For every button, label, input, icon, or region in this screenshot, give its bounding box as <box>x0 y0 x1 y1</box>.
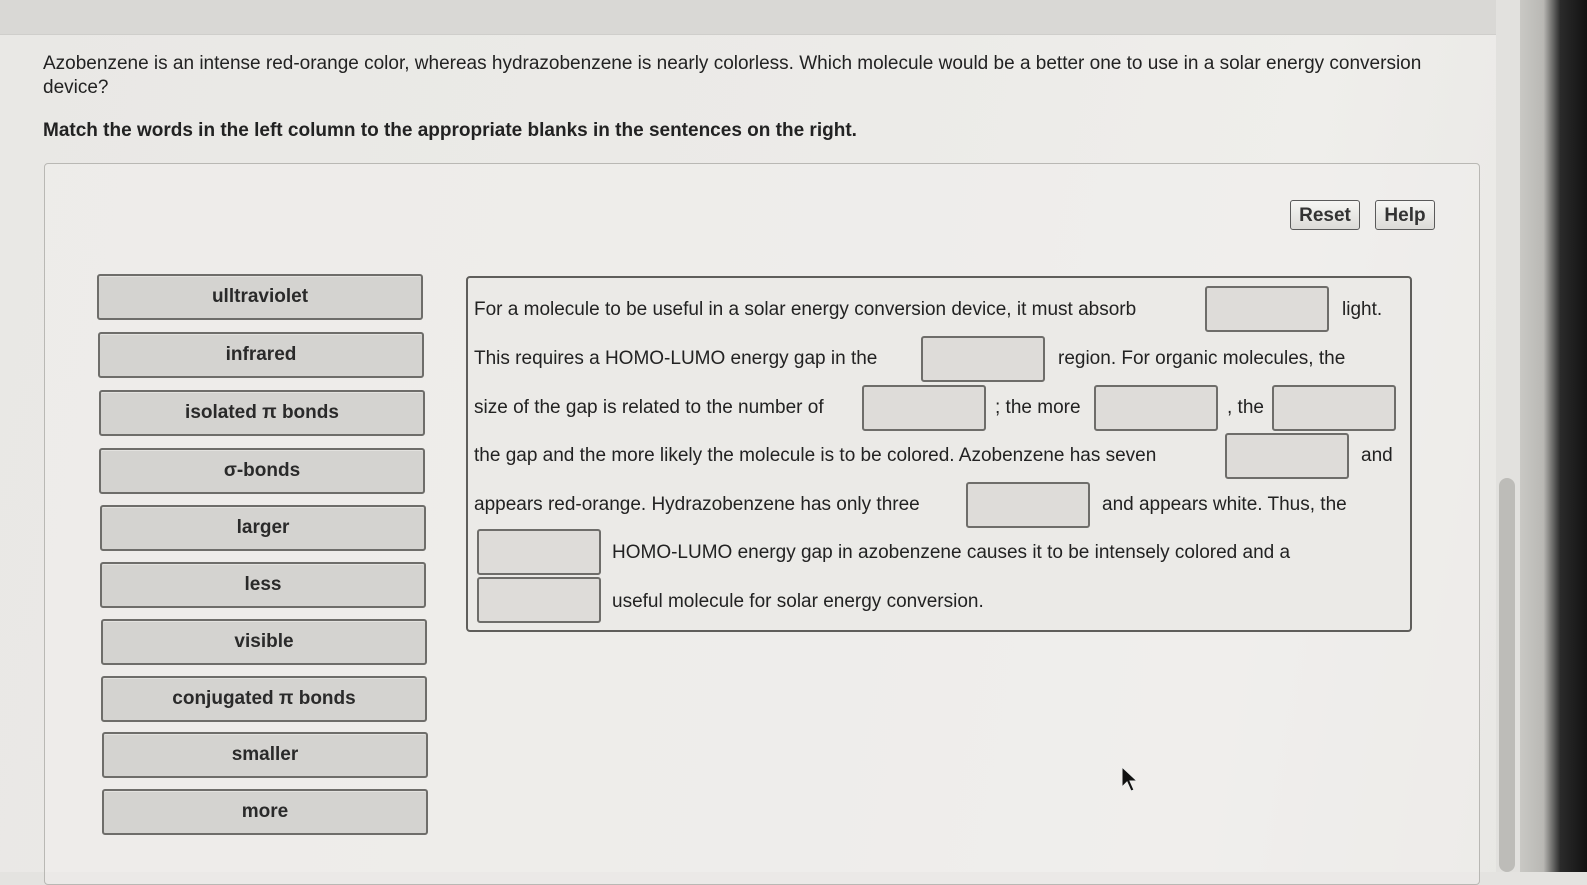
sentence-text: size of the gap is related to the number of <box>474 397 824 418</box>
sentence-text: This requires a HOMO-LUMO energy gap in the <box>474 348 878 369</box>
word-tile-label: smaller <box>231 744 299 765</box>
word-tile-isolated-pi-bonds[interactable] <box>99 390 425 436</box>
blank-6[interactable] <box>1225 433 1349 479</box>
blank-7[interactable] <box>966 482 1090 528</box>
sentence-text: For a molecule to be useful in a solar energy conversion device, it must absorb <box>474 299 1137 320</box>
word-tile-ultraviolet[interactable] <box>97 274 423 320</box>
scrollbar-thumb[interactable] <box>1499 478 1515 872</box>
sentence-text: and <box>1361 445 1393 466</box>
word-tile-label: isolated π bonds <box>185 402 339 423</box>
word-tile-more[interactable] <box>102 789 428 835</box>
word-tile-label: conjugated π bonds <box>172 688 356 709</box>
blank-5[interactable] <box>1272 385 1396 431</box>
word-tile-conjugated-pi-bonds[interactable] <box>101 676 427 722</box>
sentence-text: , the <box>1227 397 1264 418</box>
reset-button[interactable]: Reset <box>1290 200 1360 230</box>
sentence-text: region. For organic molecules, the <box>1058 348 1346 369</box>
word-tile-label: more <box>241 801 289 822</box>
sentence-text: HOMO-LUMO energy gap in azobenzene causes it to be intensely colored and a <box>612 542 1291 563</box>
sentence-text: light. <box>1342 299 1383 320</box>
word-tile-sigma-bonds[interactable] <box>99 448 425 494</box>
word-tile-label: σ-bonds <box>223 460 301 481</box>
word-tile-visible[interactable] <box>101 619 427 665</box>
mouse-cursor-icon <box>1120 766 1140 794</box>
sentence-text: useful molecule for solar energy conversion. <box>612 591 984 612</box>
top-strip <box>0 0 1500 35</box>
help-button[interactable]: Help <box>1375 200 1435 230</box>
word-tile-label: infrared <box>225 344 297 365</box>
blank-9[interactable] <box>477 577 601 623</box>
sentence-text: the gap and the more likely the molecule is to be colored. Azobenzene has seven <box>474 445 1157 466</box>
word-tile-label: ulltraviolet <box>211 286 309 307</box>
word-tile-less[interactable] <box>100 562 426 608</box>
word-tile-label: less <box>244 574 282 595</box>
blank-4[interactable] <box>1094 385 1218 431</box>
blank-3[interactable] <box>862 385 986 431</box>
screen-edge <box>1520 0 1587 872</box>
word-tile-infrared[interactable] <box>98 332 424 378</box>
word-tile-label: larger <box>236 517 290 538</box>
question-text: Azobenzene is an intense red-orange color, whereas hydrazobenzene is nearly colorless. Which molecule would be a better one to use in a solar energy conversion device? <box>43 53 1422 98</box>
sentence-text: appears red-orange. Hydrazobenzene has only three <box>474 494 920 515</box>
blank-2[interactable] <box>921 336 1045 382</box>
word-tile-smaller[interactable] <box>102 732 428 778</box>
sentence-text: ; the more <box>995 397 1081 418</box>
instruction-text: Match the words in the left column to the appropriate blanks in the sentences on the right. <box>43 120 857 141</box>
blank-8[interactable] <box>477 529 601 575</box>
word-tile-label: visible <box>234 631 294 652</box>
blank-1[interactable] <box>1205 286 1329 332</box>
sentence-text: and appears white. Thus, the <box>1102 494 1347 515</box>
word-tile-larger[interactable] <box>100 505 426 551</box>
